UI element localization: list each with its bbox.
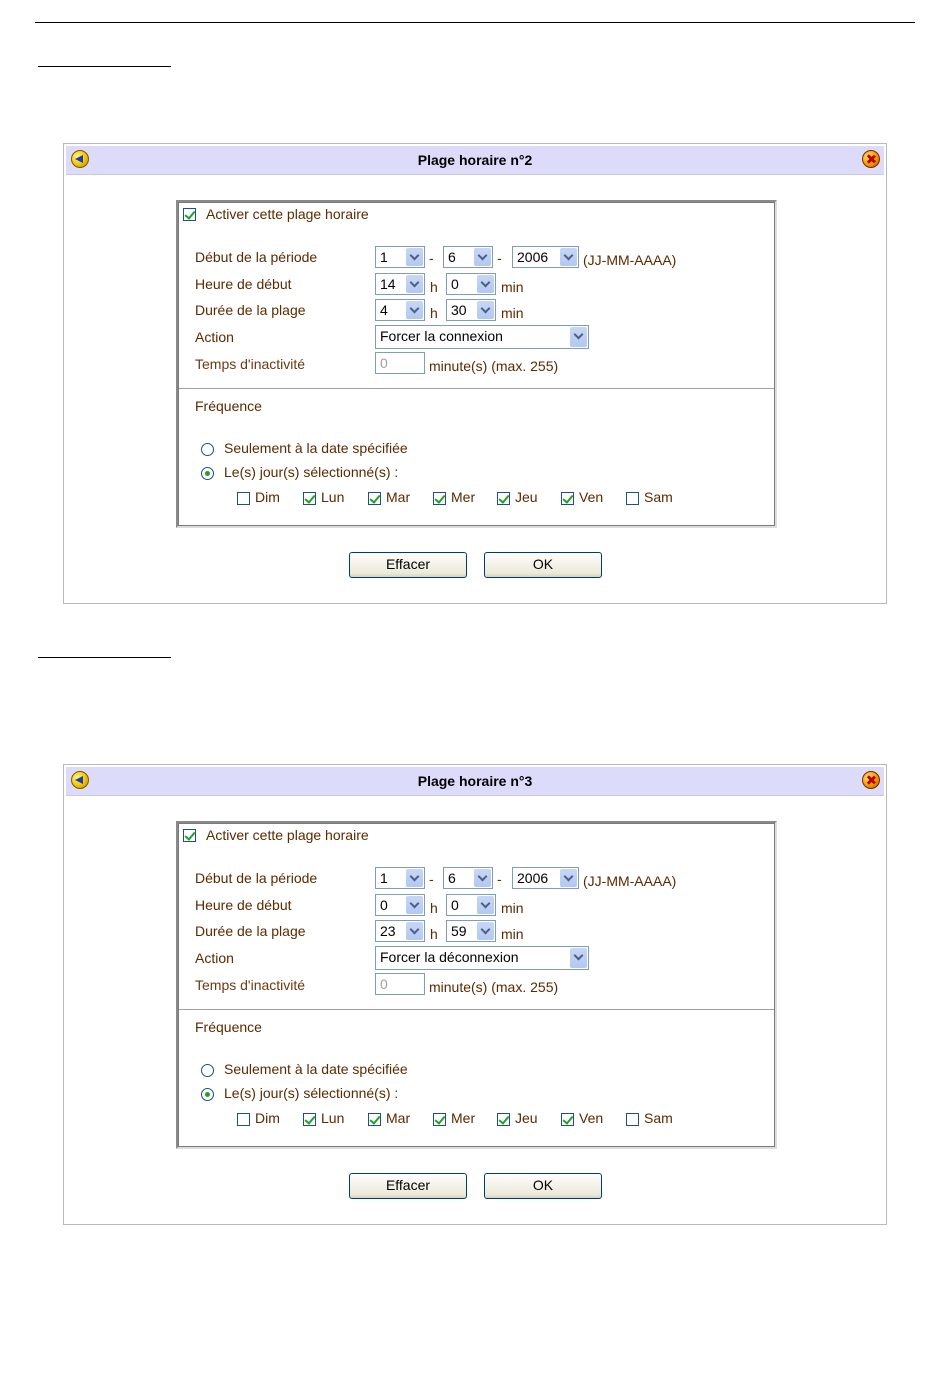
- section-divider: [179, 388, 774, 389]
- panel-titlebar: [66, 146, 884, 175]
- duration-minute-select[interactable]: 59: [446, 920, 496, 942]
- day-label: Lun: [321, 489, 345, 505]
- section-heading-rule: [38, 657, 171, 658]
- day-label: Sam: [644, 489, 673, 505]
- start-hour-select[interactable]: 14: [375, 273, 425, 295]
- day-checkbox-dim[interactable]: [237, 1113, 250, 1126]
- panel-title: Plage horaire n°2: [417, 152, 533, 168]
- date-format-hint: (JJ-MM-AAAA): [583, 252, 677, 268]
- chevron-down-icon: [570, 948, 587, 968]
- activate-checkbox[interactable]: [183, 208, 196, 221]
- panel-titlebar: [66, 767, 884, 796]
- duration-label: Durée de la plage: [195, 923, 306, 939]
- day-checkbox-mar[interactable]: [368, 492, 381, 505]
- action-select[interactable]: Forcer la connexion: [375, 325, 589, 349]
- radio-specified-date[interactable]: [201, 443, 214, 456]
- ok-button[interactable]: OK: [484, 1173, 602, 1199]
- idle-time-input[interactable]: 0: [375, 352, 425, 374]
- day-checkbox-ven[interactable]: [561, 1113, 574, 1126]
- day-checkbox-mer[interactable]: [433, 1113, 446, 1126]
- hour-unit: h: [430, 900, 438, 916]
- start-hour-label: Heure de début: [195, 276, 292, 292]
- year-select[interactable]: 2006: [512, 867, 579, 889]
- month-select[interactable]: 6: [443, 246, 493, 268]
- start-hour-label: Heure de début: [195, 897, 292, 913]
- radio-specified-date-label: Seulement à la date spécifiée: [224, 440, 408, 456]
- start-hour-select[interactable]: 0: [375, 894, 425, 916]
- ok-button[interactable]: OK: [484, 552, 602, 578]
- idle-time-input[interactable]: 0: [375, 973, 425, 995]
- day-select[interactable]: 1: [375, 246, 425, 268]
- frequency-label: Fréquence: [195, 398, 262, 414]
- idle-time-label: Temps d'inactivité: [195, 977, 306, 993]
- settings-box: [176, 200, 777, 528]
- chevron-down-icon: [477, 922, 494, 940]
- frequency-label: Fréquence: [195, 1019, 262, 1035]
- day-checkbox-lun[interactable]: [303, 492, 316, 505]
- minute-unit: min: [501, 279, 524, 295]
- hour-unit: h: [430, 279, 438, 295]
- minute-unit: min: [501, 900, 524, 916]
- minute-unit: min: [501, 305, 524, 321]
- idle-time-label: Temps d'inactivité: [195, 356, 306, 372]
- day-checkbox-dim[interactable]: [237, 492, 250, 505]
- duration-label: Durée de la plage: [195, 302, 306, 318]
- day-checkbox-jeu[interactable]: [497, 1113, 510, 1126]
- date-separator: -: [497, 250, 502, 266]
- panel-title: Plage horaire n°3: [417, 773, 533, 789]
- start-period-label: Début de la période: [195, 870, 318, 886]
- section-heading-rule: [38, 66, 171, 67]
- chevron-down-icon: [560, 869, 577, 887]
- duration-minute-select[interactable]: 30: [446, 299, 496, 321]
- chevron-down-icon: [560, 248, 577, 266]
- radio-selected-days[interactable]: [201, 467, 214, 480]
- radio-specified-date[interactable]: [201, 1064, 214, 1077]
- date-separator: -: [429, 250, 434, 266]
- radio-specified-date-label: Seulement à la date spécifiée: [224, 1061, 408, 1077]
- minute-unit: min: [501, 926, 524, 942]
- activate-checkbox[interactable]: [183, 829, 196, 842]
- day-label: Mar: [386, 1110, 411, 1126]
- activate-label: Activer cette plage horaire: [206, 827, 369, 843]
- chevron-down-icon: [406, 301, 423, 319]
- day-label: Jeu: [515, 1110, 538, 1126]
- chevron-down-icon: [474, 869, 491, 887]
- day-select[interactable]: 1: [375, 867, 425, 889]
- day-label: Dim: [255, 1110, 280, 1126]
- day-label: Jeu: [515, 489, 538, 505]
- hour-unit: h: [430, 926, 438, 942]
- day-checkbox-mar[interactable]: [368, 1113, 381, 1126]
- action-select[interactable]: Forcer la déconnexion: [375, 946, 589, 970]
- date-separator: -: [429, 871, 434, 887]
- chevron-down-icon: [406, 869, 423, 887]
- day-checkbox-lun[interactable]: [303, 1113, 316, 1126]
- day-label: Lun: [321, 1110, 345, 1126]
- time-slot-panel: [63, 764, 887, 1225]
- date-format-hint: (JJ-MM-AAAA): [583, 873, 677, 889]
- duration-hour-select[interactable]: 23: [375, 920, 425, 942]
- chevron-down-icon: [474, 248, 491, 266]
- day-label: Sam: [644, 1110, 673, 1126]
- chevron-down-icon: [570, 327, 587, 347]
- chevron-down-icon: [477, 896, 494, 914]
- day-label: Mer: [451, 1110, 476, 1126]
- chevron-down-icon: [477, 275, 494, 293]
- day-label: Mar: [386, 489, 411, 505]
- radio-selected-days-label: Le(s) jour(s) sélectionné(s) :: [224, 1085, 399, 1101]
- idle-time-unit: minute(s) (max. 255): [429, 979, 559, 995]
- year-select[interactable]: 2006: [512, 246, 579, 268]
- time-slot-panel: [63, 143, 887, 604]
- chevron-down-icon: [477, 301, 494, 319]
- date-separator: -: [497, 871, 502, 887]
- chevron-down-icon: [406, 248, 423, 266]
- day-checkbox-ven[interactable]: [561, 492, 574, 505]
- page-top-rule: [35, 22, 915, 23]
- idle-time-unit: minute(s) (max. 255): [429, 358, 559, 374]
- month-select[interactable]: 6: [443, 867, 493, 889]
- action-label: Action: [195, 329, 234, 345]
- chevron-down-icon: [406, 896, 423, 914]
- day-label: Dim: [255, 489, 280, 505]
- day-checkbox-sam[interactable]: [626, 1113, 639, 1126]
- clear-button[interactable]: Effacer: [349, 552, 467, 578]
- chevron-down-icon: [406, 922, 423, 940]
- clear-button[interactable]: Effacer: [349, 1173, 467, 1199]
- start-minute-select[interactable]: 0: [446, 894, 496, 916]
- radio-selected-days[interactable]: [201, 1088, 214, 1101]
- start-minute-select[interactable]: 0: [446, 273, 496, 295]
- day-label: Ven: [579, 1110, 604, 1126]
- day-label: Ven: [579, 489, 604, 505]
- section-divider: [179, 1009, 774, 1010]
- hour-unit: h: [430, 305, 438, 321]
- close-icon[interactable]: [862, 150, 880, 168]
- day-checkbox-sam[interactable]: [626, 492, 639, 505]
- radio-selected-days-label: Le(s) jour(s) sélectionné(s) :: [224, 464, 399, 480]
- activate-label: Activer cette plage horaire: [206, 206, 369, 222]
- day-checkbox-jeu[interactable]: [497, 492, 510, 505]
- close-icon[interactable]: [862, 771, 880, 789]
- day-label: Mer: [451, 489, 476, 505]
- chevron-down-icon: [406, 275, 423, 293]
- day-checkbox-mer[interactable]: [433, 492, 446, 505]
- settings-box: [176, 821, 777, 1149]
- duration-hour-select[interactable]: 4: [375, 299, 425, 321]
- start-period-label: Début de la période: [195, 249, 318, 265]
- action-label: Action: [195, 950, 234, 966]
